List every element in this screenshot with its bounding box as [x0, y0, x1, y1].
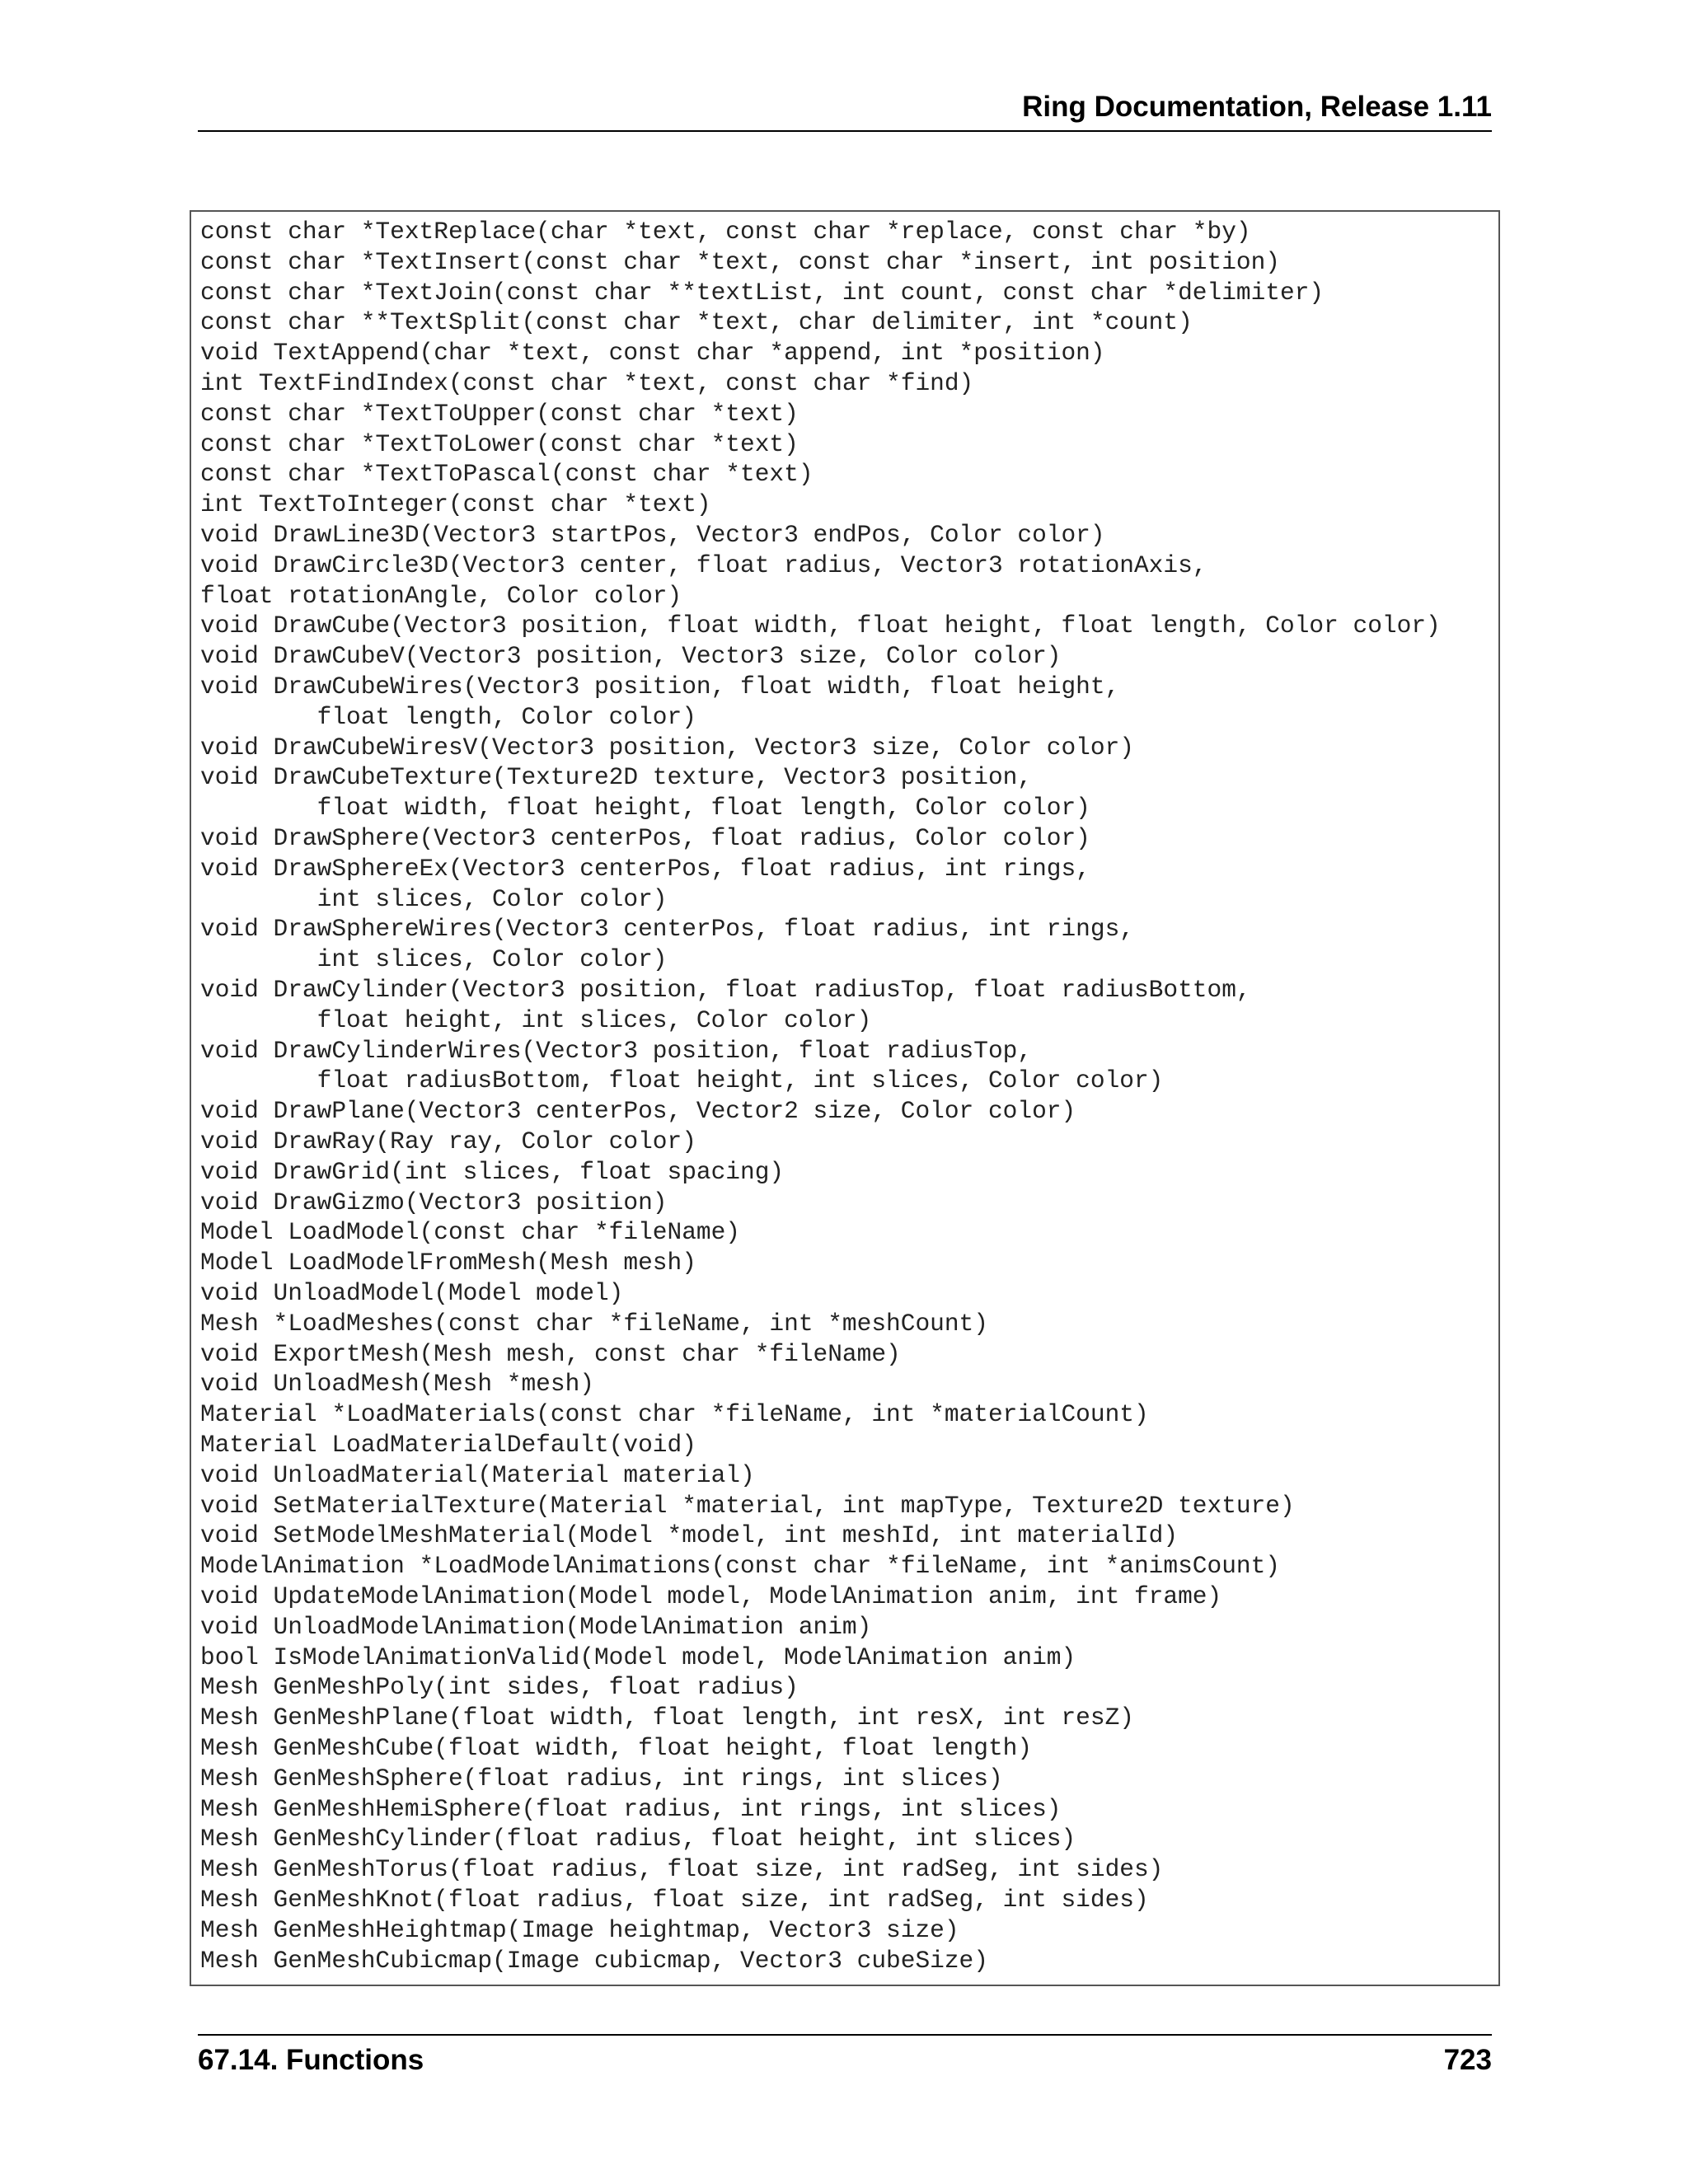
code-line: void UnloadMaterial(Material material) — [200, 1460, 755, 1489]
code-line: float radiusBottom, float height, int slices, Color color) — [200, 1066, 1164, 1095]
header-divider — [198, 130, 1492, 132]
code-line: void DrawSphereWires(Vector3 centerPos, float radius, int rings, — [200, 915, 1134, 944]
code-line: const char *TextJoin(const char **textList, int count, const char *delimiter) — [200, 278, 1325, 307]
code-line: const char *TextToUpper(const char *text) — [200, 399, 799, 428]
code-line: Mesh GenMeshPlane(float width, float length, int resX, int resZ) — [200, 1704, 1134, 1732]
code-line: void DrawCylinderWires(Vector3 position, float radiusTop, — [200, 1036, 1033, 1065]
code-line: void UpdateModelAnimation(Model model, ModelAnimation anim, int frame) — [200, 1582, 1222, 1610]
code-line: void DrawCubeWiresV(Vector3 position, Vector3 size, Color color) — [200, 733, 1134, 762]
code-line: void UnloadModel(Model model) — [200, 1279, 624, 1307]
code-line: Mesh GenMeshHemiSphere(float radius, int rings, int slices) — [200, 1794, 1062, 1823]
footer-divider — [198, 2034, 1492, 2036]
code-line: bool IsModelAnimationValid(Model model, ModelAnimation anim) — [200, 1643, 1076, 1671]
code-line: Mesh GenMeshPoly(int sides, float radius) — [200, 1673, 799, 1702]
code-line: Model LoadModel(const char *fileName) — [200, 1218, 741, 1247]
code-line: Mesh GenMeshCylinder(float radius, float height, int slices) — [200, 1825, 1076, 1854]
code-line: Material LoadMaterialDefault(void) — [200, 1431, 696, 1459]
code-line: Mesh GenMeshTorus(float radius, float size, int radSeg, int sides) — [200, 1855, 1164, 1884]
code-line: int slices, Color color) — [200, 884, 668, 913]
code-line: void DrawSphereEx(Vector3 centerPos, float radius, int rings, — [200, 854, 1090, 883]
code-line: void SetMaterialTexture(Material *material, int mapType, Texture2D texture) — [200, 1491, 1295, 1520]
code-line: Mesh GenMeshKnot(float radius, float size, int radSeg, int sides) — [200, 1886, 1149, 1914]
code-line: float width, float height, float length, Color color) — [200, 794, 1090, 823]
page-header-title: Ring Documentation, Release 1.11 — [1022, 91, 1492, 123]
code-line: const char *TextInsert(const char *text, const char *insert, int position) — [200, 247, 1281, 276]
code-line: Material *LoadMaterials(const char *fileName, int *materialCount) — [200, 1400, 1149, 1429]
code-block — [190, 210, 1500, 1986]
code-line: void ExportMesh(Mesh mesh, const char *fileName) — [200, 1339, 901, 1368]
footer-section-title: 67.14. Functions — [198, 2044, 424, 2076]
code-line: void DrawSphere(Vector3 centerPos, float radius, Color color) — [200, 824, 1090, 852]
code-line: float height, int slices, Color color) — [200, 1005, 872, 1034]
code-line: int TextToInteger(const char *text) — [200, 490, 711, 519]
code-line: void DrawLine3D(Vector3 startPos, Vector3 endPos, Color color) — [200, 521, 1105, 549]
code-line: void UnloadMesh(Mesh *mesh) — [200, 1370, 594, 1399]
code-line: Mesh GenMeshCubicmap(Image cubicmap, Vector3 cubeSize) — [200, 1946, 988, 1975]
code-line: void DrawCircle3D(Vector3 center, float radius, Vector3 rotationAxis, — [200, 551, 1207, 579]
code-line: Mesh GenMeshHeightmap(Image heightmap, Vector3 size) — [200, 1915, 959, 1944]
code-line: void DrawCubeWires(Vector3 position, float width, float height, — [200, 673, 1120, 701]
code-line: int TextFindIndex(const char *text, const char *find) — [200, 369, 974, 397]
code-line: void SetModelMeshMaterial(Model *model, int meshId, int materialId) — [200, 1521, 1179, 1550]
code-line: void DrawCubeTexture(Texture2D texture, Vector3 position, — [200, 763, 1033, 792]
code-line: void DrawCube(Vector3 position, float width, float height, float length, Color color) — [200, 612, 1441, 640]
code-line: Mesh GenMeshCube(float width, float height, float length) — [200, 1734, 1033, 1762]
code-line: const char *TextReplace(char *text, const char *replace, const char *by) — [200, 218, 1251, 246]
code-line: void DrawCubeV(Vector3 position, Vector3 size, Color color) — [200, 642, 1062, 671]
code-line: int slices, Color color) — [200, 945, 668, 974]
code-line: const char *TextToLower(const char *text) — [200, 429, 799, 458]
code-line: void DrawGrid(int slices, float spacing) — [200, 1157, 785, 1186]
code-line: const char **TextSplit(const char *text, char delimiter, int *count) — [200, 308, 1193, 337]
code-line: void UnloadModelAnimation(ModelAnimation anim) — [200, 1612, 872, 1641]
footer-page-number: 723 — [1443, 2044, 1492, 2076]
code-line: void DrawGizmo(Vector3 position) — [200, 1188, 668, 1216]
code-line: void DrawRay(Ray ray, Color color) — [200, 1127, 696, 1155]
code-line: void DrawPlane(Vector3 centerPos, Vector2 size, Color color) — [200, 1097, 1076, 1126]
code-line: Mesh GenMeshSphere(float radius, int rings, int slices) — [200, 1764, 1003, 1793]
code-line: float length, Color color) — [200, 702, 696, 731]
code-line: void TextAppend(char *text, const char *append, int *position) — [200, 339, 1105, 368]
code-line: void DrawCylinder(Vector3 position, float radiusTop, float radiusBottom, — [200, 976, 1251, 1004]
code-line: Mesh *LoadMeshes(const char *fileName, int *meshCount) — [200, 1309, 988, 1338]
code-line: const char *TextToPascal(const char *text) — [200, 460, 814, 489]
code-line: Model LoadModelFromMesh(Mesh mesh) — [200, 1249, 696, 1277]
code-line: float rotationAngle, Color color) — [200, 581, 682, 610]
code-line: ModelAnimation *LoadModelAnimations(const char *fileName, int *animsCount) — [200, 1552, 1281, 1581]
